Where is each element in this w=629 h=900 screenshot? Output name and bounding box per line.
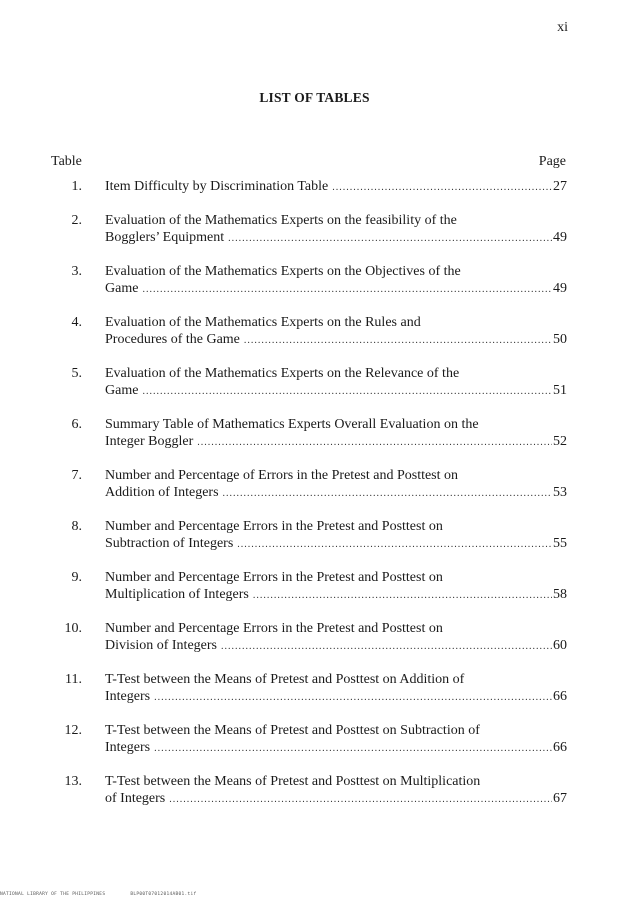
page-reference: 58 [553, 587, 567, 602]
dot-leader [237, 536, 552, 553]
caption-line: Evaluation of the Mathematics Experts on the Relevance of the [105, 366, 460, 381]
dot-leader [223, 485, 552, 502]
caption-line: Item Difficulty by Discrimination Table [105, 179, 329, 194]
page-reference: 27 [553, 179, 567, 194]
caption-line: Number and Percentage Errors in the Pretest and Posttest on [105, 519, 443, 534]
list-item [0, 314, 629, 349]
list-item [0, 569, 629, 604]
caption-line: Evaluation of the Mathematics Experts on the Rules and [105, 315, 421, 330]
list-item [0, 773, 629, 808]
list-item [0, 178, 629, 196]
table-caption [105, 518, 567, 553]
table-caption [105, 467, 567, 502]
caption-line: T-Test between the Means of Pretest and Posttest on Multiplication [105, 774, 481, 789]
dot-leader [221, 638, 552, 655]
page-title: LIST OF TABLES [259, 90, 370, 105]
footer-library-name: NATIONAL LIBRARY OF THE PHILIPPINES [0, 892, 106, 897]
list-item [0, 671, 629, 706]
list-item [0, 620, 629, 655]
list-item [0, 722, 629, 757]
page-reference: 50 [553, 332, 567, 347]
table-number: 10. [64, 621, 82, 636]
caption-line: T-Test between the Means of Pretest and Posttest on Subtraction of [105, 723, 480, 738]
table-caption [105, 263, 567, 298]
table-number: 2. [71, 213, 82, 228]
caption-line: Evaluation of the Mathematics Experts on the Objectives of the [105, 264, 461, 279]
page-reference: 60 [553, 638, 567, 653]
caption-line: Number and Percentage Errors in the Pretest and Posttest on [105, 570, 443, 585]
caption-line: Procedures of the Game [105, 332, 240, 347]
caption-line: Multiplication of Integers [105, 587, 249, 602]
caption-line: Integers [105, 740, 151, 755]
caption-line: Addition of Integers [105, 485, 219, 500]
table-number: 1. [71, 179, 82, 194]
dot-leader [154, 689, 552, 706]
table-caption [105, 314, 567, 349]
page-reference: 66 [553, 689, 567, 704]
page-reference: 49 [553, 230, 567, 245]
page-reference: 53 [553, 485, 567, 500]
dot-leader [253, 587, 552, 604]
list-item [0, 416, 629, 451]
page-reference: 49 [553, 281, 567, 296]
table-caption [105, 212, 567, 247]
table-number: 7. [71, 468, 82, 483]
dot-leader [142, 281, 552, 298]
caption-line: Division of Integers [105, 638, 217, 653]
dot-leader [244, 332, 552, 349]
caption-line: Summary Table of Mathematics Experts Overall Evaluation on the [105, 417, 479, 432]
table-number: 6. [71, 417, 82, 432]
table-caption [105, 773, 567, 808]
table-column-header: Table [51, 154, 82, 169]
scan-footer [0, 892, 197, 897]
table-caption [105, 416, 567, 451]
page-reference: 51 [553, 383, 567, 398]
caption-line: Integers [105, 689, 151, 704]
table-number: 8. [71, 519, 82, 534]
page-reference: 66 [553, 740, 567, 755]
page-reference: 55 [553, 536, 567, 551]
footer-file-id: BLP00T07012014AB01.tif [130, 892, 197, 897]
caption-line: of Integers [105, 791, 166, 806]
caption-line: Game [105, 383, 139, 398]
page-reference: 52 [553, 434, 567, 449]
caption-line: Game [105, 281, 139, 296]
list-item [0, 467, 629, 502]
page-number: xi [557, 20, 568, 35]
table-caption [105, 671, 567, 706]
caption-line: T-Test between the Means of Pretest and Posttest on Addition of [105, 672, 465, 687]
dot-leader [332, 179, 552, 196]
table-caption [105, 722, 567, 757]
table-list [0, 178, 629, 824]
table-number: 3. [71, 264, 82, 279]
page-column-header: Page [538, 154, 566, 169]
table-caption [105, 569, 567, 604]
list-item [0, 263, 629, 298]
table-number: 12. [64, 723, 82, 738]
dot-leader [142, 383, 552, 400]
caption-line: Integer Boggler [105, 434, 194, 449]
dot-leader [228, 230, 552, 247]
table-number: 11. [65, 672, 82, 687]
table-caption [105, 365, 567, 400]
caption-line: Number and Percentage of Errors in the Pretest and Posttest on [105, 468, 459, 483]
dot-leader [154, 740, 552, 757]
table-number: 13. [64, 774, 82, 789]
table-caption [105, 620, 567, 655]
table-number: 9. [71, 570, 82, 585]
list-item [0, 518, 629, 553]
table-caption [105, 178, 567, 196]
dot-leader [169, 791, 552, 808]
caption-line: Evaluation of the Mathematics Experts on the feasibility of the [105, 213, 457, 228]
caption-line: Subtraction of Integers [105, 536, 234, 551]
caption-line: Bogglers’ Equipment [105, 230, 225, 245]
caption-line: Number and Percentage Errors in the Pretest and Posttest on [105, 621, 443, 636]
list-item [0, 365, 629, 400]
table-number: 4. [71, 315, 82, 330]
list-item [0, 212, 629, 247]
dot-leader [197, 434, 552, 451]
table-number: 5. [71, 366, 82, 381]
page-reference: 67 [553, 791, 567, 806]
